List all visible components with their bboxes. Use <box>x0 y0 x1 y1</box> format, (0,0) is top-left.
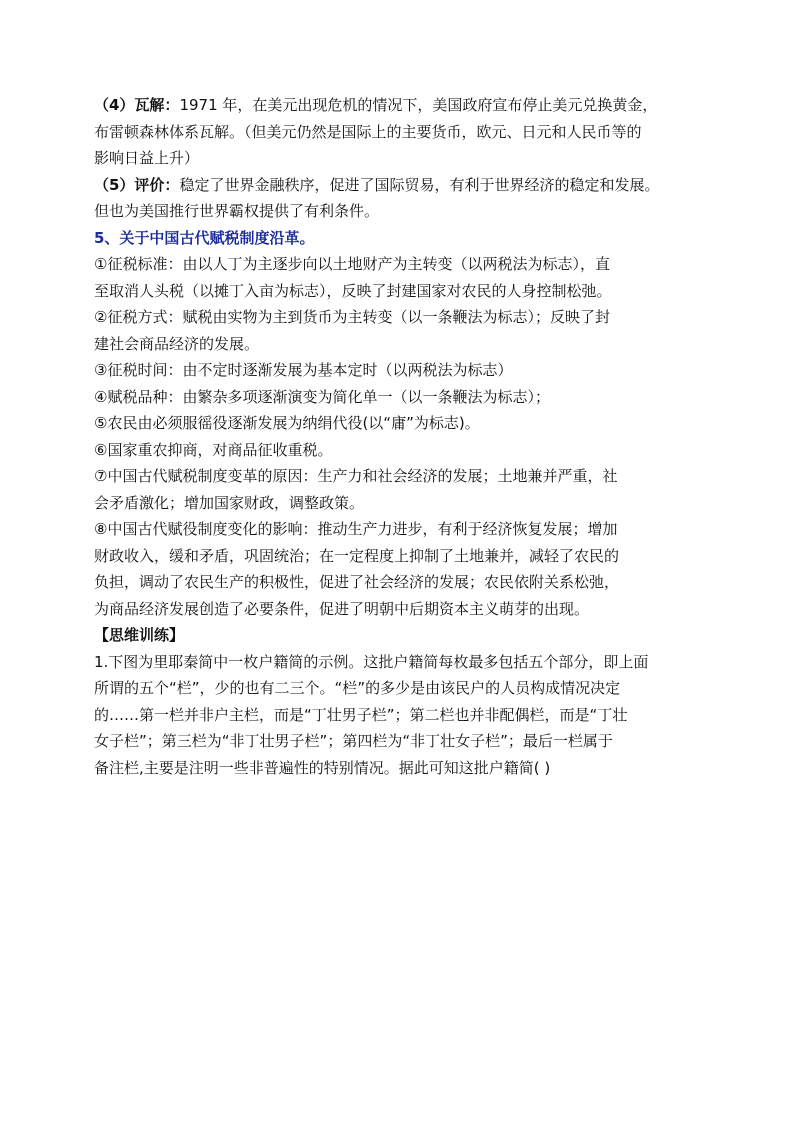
topic-5-line: ③征税时间：由不定时逐渐发展为基本定时（以两税法为标志） <box>94 361 513 379</box>
training-question-line: 的……第一栏并非户主栏，而是“丁壮男子栏”；第二栏也并非配偶栏，而是“丁壮 <box>94 705 628 724</box>
section-4-line-1: （4）瓦解：1971 年，在美元出现危机的情况下，美国政府宣布停止美元兑换黄金， <box>94 96 658 114</box>
topic-5-line: ⑤农民由必须服徭役逐渐发展为纳绢代役(以“庸”为标志)。 <box>94 414 480 432</box>
topic-5-line: 建社会商品经济的发展。 <box>94 334 260 353</box>
topic-5-line: ②征税方式：赋税由实物为主到货币为主转变（以一条鞭法为标志）；反映了封 <box>94 308 610 326</box>
training-question-line: 1.下图为里耶秦简中一枚户籍简的示例。这批户籍简每枚最多包括五个部分，即上面 <box>94 652 649 671</box>
section-4-label: （4）瓦解： <box>94 96 180 114</box>
section-5-line-1: （5）评价：稳定了世界金融秩序，促进了国际贸易，有利于世界经济的稳定和发展。 <box>94 175 660 194</box>
topic-5-line: ⑧中国古代赋役制度变化的影响：推动生产力进步，有利于经济恢复发展；增加 <box>94 520 618 538</box>
topic-5-line: ①征税标准：由以人丁为主逐步向以土地财产为主转变（以两税法为标志），直 <box>94 255 610 273</box>
training-question-line: 所谓的五个“栏”，少的也有二三个。“栏”的多少是由该民户的人员构成情况决定 <box>94 679 621 697</box>
topic-5-line: ⑦中国古代赋税制度变革的原因：生产力和社会经济的发展；土地兼并严重，社 <box>94 467 618 485</box>
training-question-line: 女子栏”；第三栏为“非丁壮男子栏”；第四栏为“非丁壮女子栏”；最后一栏属于 <box>94 732 613 750</box>
topic-5-line: 为商品经济发展创造了必要条件，促进了明朝中后期资本主义萌芽的出现。 <box>94 599 590 618</box>
topic-5-heading: 5、关于中国古代赋税制度沿革。 <box>94 228 315 247</box>
training-heading: 【思维训练】 <box>94 626 185 644</box>
topic-5-line: 会矛盾激化；增加国家财政，调整政策。 <box>94 493 365 512</box>
topic-5-line: ⑥国家重农抑商，对商品征收重税。 <box>94 440 333 459</box>
section-4-line-3: 影响日益上升） <box>94 149 200 167</box>
section-5-line-2: 但也为美国推行世界霸权提供了有利条件。 <box>94 202 380 220</box>
section-5-label: （5）评价： <box>94 175 180 194</box>
topic-5-line: 财政收入，缓和矛盾，巩固统治；在一定程度上抑制了土地兼并，减轻了农民的 <box>94 546 620 565</box>
topic-5-line: 负担，调动了农民生产的积极性，促进了社会经济的发展；农民依附关系松弛， <box>94 573 620 591</box>
document-content <box>94 92 706 781</box>
topic-5-line: ④赋税品种：由繁杂多项逐渐演变为简化单一（以一条鞭法为标志）； <box>94 387 550 406</box>
training-question-line: 备注栏,主要是注明一些非普遍性的特别情况。据此可知这批户籍简( ) <box>94 758 551 777</box>
section-4-line-2: 布雷顿森林体系瓦解。（但美元仍然是国际上的主要货币，欧元、日元和人民币等的 <box>94 122 642 141</box>
topic-5-line: 至取消人头税（以摊丁入亩为标志），反映了封建国家对农民的人身控制松弛。 <box>94 281 612 300</box>
